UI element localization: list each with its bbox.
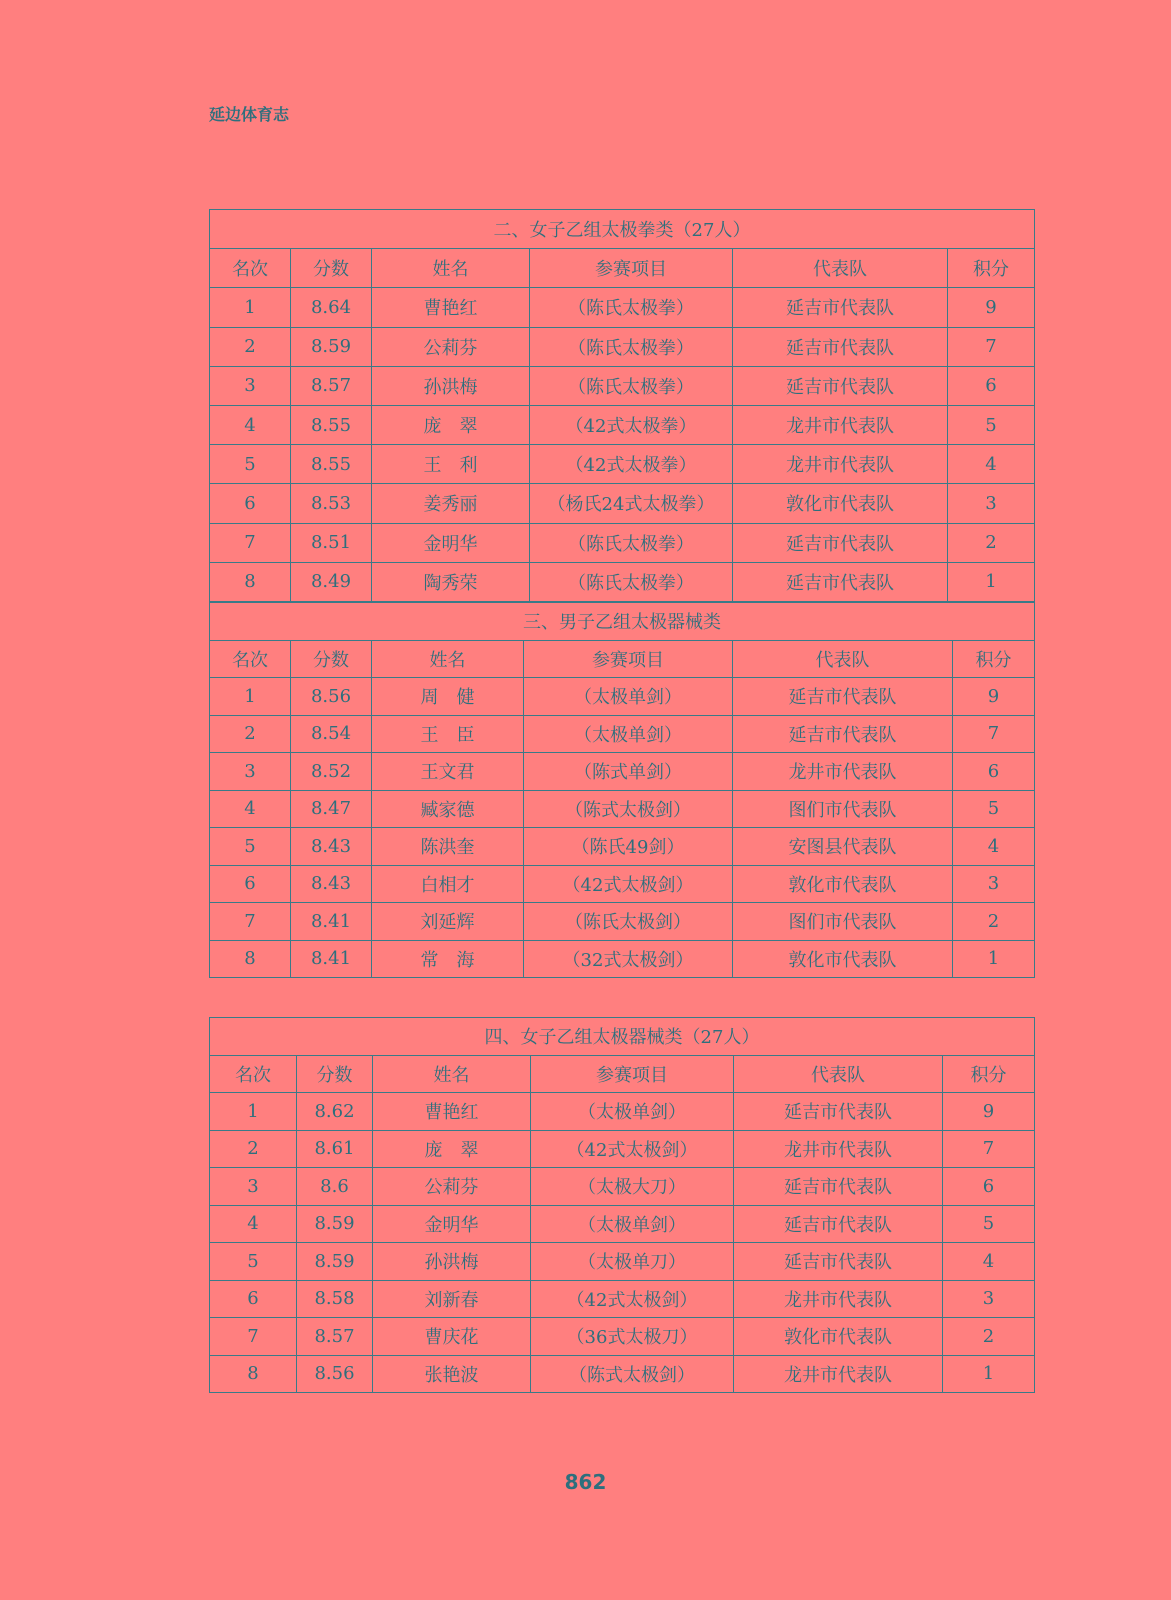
table-title-row bbox=[210, 603, 1035, 641]
table-cell: 8.49 bbox=[291, 562, 372, 601]
table-cell: 5 bbox=[210, 828, 291, 866]
table-cell: 8.58 bbox=[297, 1280, 373, 1318]
table-cell: （太极大刀） bbox=[531, 1168, 734, 1206]
table-row bbox=[210, 1168, 1035, 1206]
table-cell: 8.41 bbox=[291, 903, 372, 941]
table-cell: 8 bbox=[210, 940, 291, 978]
table-cell: 7 bbox=[943, 1130, 1035, 1168]
table-header-row bbox=[210, 1055, 1035, 1093]
table-cell: 8.59 bbox=[297, 1205, 373, 1243]
table-cell: （太极单剑） bbox=[524, 715, 733, 753]
table-cell: （陈氏太极拳） bbox=[530, 562, 733, 601]
table-cell: 2 bbox=[943, 1318, 1035, 1356]
table-cell: 白相才 bbox=[372, 865, 524, 903]
column-header: 代表队 bbox=[734, 1055, 943, 1093]
table-cell: 8.52 bbox=[291, 753, 372, 791]
table-cell: 延吉市代表队 bbox=[734, 1093, 943, 1131]
table-cell: 延吉市代表队 bbox=[734, 1205, 943, 1243]
table-cell: 张艳波 bbox=[373, 1355, 531, 1393]
table-cell: 曹艳红 bbox=[372, 288, 530, 327]
column-header: 参赛项目 bbox=[524, 640, 733, 678]
column-header: 名次 bbox=[210, 249, 291, 288]
table-cell: 4 bbox=[943, 1243, 1035, 1281]
column-header: 名次 bbox=[210, 1055, 297, 1093]
table-cell: （陈氏太极拳） bbox=[530, 327, 733, 366]
table-cell: 3 bbox=[943, 1280, 1035, 1318]
table-cell: 周 健 bbox=[372, 678, 524, 716]
table-row bbox=[210, 753, 1035, 791]
table-cell: 8.57 bbox=[291, 366, 372, 405]
table-cell: 敦化市代表队 bbox=[733, 865, 953, 903]
table-cell: 8.64 bbox=[291, 288, 372, 327]
table-cell: 8.55 bbox=[291, 445, 372, 484]
table-row bbox=[210, 288, 1035, 327]
table-cell: （36式太极刀） bbox=[531, 1318, 734, 1356]
table-cell: 龙井市代表队 bbox=[734, 1280, 943, 1318]
table-cell: 金明华 bbox=[372, 523, 530, 562]
table-cell: 2 bbox=[210, 327, 291, 366]
table-cell: （陈氏49剑） bbox=[524, 828, 733, 866]
table-row bbox=[210, 562, 1035, 601]
table-cell: （42式太极剑） bbox=[524, 865, 733, 903]
table-cell: 8.54 bbox=[291, 715, 372, 753]
table-cell: 6 bbox=[210, 484, 291, 523]
table-cell: （42式太极剑） bbox=[531, 1280, 734, 1318]
table-cell: 8.6 bbox=[297, 1168, 373, 1206]
table-cell: 安图县代表队 bbox=[733, 828, 953, 866]
table-cell: 延吉市代表队 bbox=[733, 562, 948, 601]
table-row bbox=[210, 366, 1035, 405]
table-row bbox=[210, 1205, 1035, 1243]
table-cell: 8.59 bbox=[297, 1243, 373, 1281]
table-cell: 3 bbox=[210, 366, 291, 405]
table-cell: 孙洪梅 bbox=[373, 1243, 531, 1281]
table-row bbox=[210, 715, 1035, 753]
table-cell: 8.56 bbox=[291, 678, 372, 716]
table-cell: 刘延辉 bbox=[372, 903, 524, 941]
table-cell: 1 bbox=[210, 1093, 297, 1131]
table-cell: 8.61 bbox=[297, 1130, 373, 1168]
table-cell: （太极单剑） bbox=[531, 1205, 734, 1243]
table-cell: 8 bbox=[210, 1355, 297, 1393]
table-title: 四、女子乙组太极器械类（27人） bbox=[210, 1018, 1035, 1056]
table-row bbox=[210, 523, 1035, 562]
column-header: 代表队 bbox=[733, 640, 953, 678]
table-cell: 9 bbox=[943, 1093, 1035, 1131]
column-header: 分数 bbox=[291, 249, 372, 288]
table-header-row bbox=[210, 249, 1035, 288]
table-cell: 3 bbox=[953, 865, 1035, 903]
table-women-b-taiji-weapons bbox=[209, 1017, 1035, 1393]
table-cell: 6 bbox=[210, 865, 291, 903]
column-header: 分数 bbox=[297, 1055, 373, 1093]
table-row bbox=[210, 678, 1035, 716]
table-row bbox=[210, 405, 1035, 444]
table-row bbox=[210, 1243, 1035, 1281]
table-row bbox=[210, 1355, 1035, 1393]
column-header: 参赛项目 bbox=[531, 1055, 734, 1093]
table-cell: 庞 翠 bbox=[372, 405, 530, 444]
table-title-row bbox=[210, 210, 1035, 249]
table-row bbox=[210, 903, 1035, 941]
table-row bbox=[210, 1093, 1035, 1131]
table-row bbox=[210, 445, 1035, 484]
table-cell: 6 bbox=[953, 753, 1035, 791]
table-cell: 9 bbox=[953, 678, 1035, 716]
table-cell: 8.47 bbox=[291, 790, 372, 828]
table-cell: 4 bbox=[210, 790, 291, 828]
table-cell: 2 bbox=[210, 1130, 297, 1168]
table-row bbox=[210, 865, 1035, 903]
table-cell: 王文君 bbox=[372, 753, 524, 791]
table-cell: 8.62 bbox=[297, 1093, 373, 1131]
table-cell: 1 bbox=[210, 288, 291, 327]
table-row bbox=[210, 790, 1035, 828]
table-cell: （杨氏24式太极拳） bbox=[530, 484, 733, 523]
table-row bbox=[210, 828, 1035, 866]
table-cell: 6 bbox=[948, 366, 1035, 405]
table-cell: 延吉市代表队 bbox=[734, 1168, 943, 1206]
table-cell: 3 bbox=[210, 1168, 297, 1206]
column-header: 姓名 bbox=[372, 249, 530, 288]
table-cell: 龙井市代表队 bbox=[733, 753, 953, 791]
table-cell: 图们市代表队 bbox=[733, 790, 953, 828]
table-cell: 公莉芬 bbox=[372, 327, 530, 366]
table-cell: 陈洪奎 bbox=[372, 828, 524, 866]
table-cell: （太极单剑） bbox=[531, 1093, 734, 1131]
table-cell: 图们市代表队 bbox=[733, 903, 953, 941]
table-cell: 公莉芬 bbox=[373, 1168, 531, 1206]
table-cell: 金明华 bbox=[373, 1205, 531, 1243]
table-row bbox=[210, 1130, 1035, 1168]
table-cell: 王 利 bbox=[372, 445, 530, 484]
table-cell: 3 bbox=[948, 484, 1035, 523]
table-cell: 2 bbox=[948, 523, 1035, 562]
table-cell: 7 bbox=[210, 903, 291, 941]
table-cell: 2 bbox=[953, 903, 1035, 941]
table-cell: （陈式太极剑） bbox=[531, 1355, 734, 1393]
table-cell: 延吉市代表队 bbox=[733, 678, 953, 716]
table-cell: （陈氏太极拳） bbox=[530, 288, 733, 327]
table-cell: 常 海 bbox=[372, 940, 524, 978]
table-header-row bbox=[210, 640, 1035, 678]
column-header: 名次 bbox=[210, 640, 291, 678]
table-cell: 龙井市代表队 bbox=[734, 1130, 943, 1168]
table-title-row bbox=[210, 1018, 1035, 1056]
column-header: 代表队 bbox=[733, 249, 948, 288]
table-cell: 8.53 bbox=[291, 484, 372, 523]
table-cell: 8.56 bbox=[297, 1355, 373, 1393]
column-header: 参赛项目 bbox=[530, 249, 733, 288]
table-cell: 刘新春 bbox=[373, 1280, 531, 1318]
table-cell: 4 bbox=[948, 445, 1035, 484]
table-title: 二、女子乙组太极拳类（27人） bbox=[210, 210, 1035, 249]
table-cell: （42式太极剑） bbox=[531, 1130, 734, 1168]
column-header: 积分 bbox=[948, 249, 1035, 288]
table-cell: 庞 翠 bbox=[373, 1130, 531, 1168]
table-cell: 3 bbox=[210, 753, 291, 791]
table-cell: （太极单剑） bbox=[524, 678, 733, 716]
table-cell: 2 bbox=[210, 715, 291, 753]
table-cell: 7 bbox=[948, 327, 1035, 366]
table-cell: 8.43 bbox=[291, 865, 372, 903]
table-cell: （陈氏太极拳） bbox=[530, 366, 733, 405]
table-cell: 4 bbox=[210, 1205, 297, 1243]
table-cell: 延吉市代表队 bbox=[733, 327, 948, 366]
table-cell: 8.41 bbox=[291, 940, 372, 978]
table-cell: 1 bbox=[948, 562, 1035, 601]
table-cell: 敦化市代表队 bbox=[734, 1318, 943, 1356]
table-cell: 6 bbox=[210, 1280, 297, 1318]
table-cell: 5 bbox=[953, 790, 1035, 828]
table-cell: 敦化市代表队 bbox=[733, 484, 948, 523]
column-header: 姓名 bbox=[373, 1055, 531, 1093]
table-cell: （32式太极剑） bbox=[524, 940, 733, 978]
table-cell: 8.57 bbox=[297, 1318, 373, 1356]
table-cell: 龙井市代表队 bbox=[733, 405, 948, 444]
table-cell: 臧家德 bbox=[372, 790, 524, 828]
table-cell: 姜秀丽 bbox=[372, 484, 530, 523]
book-title-header: 延边体育志 bbox=[209, 105, 290, 124]
table-cell: 延吉市代表队 bbox=[733, 715, 953, 753]
table-cell: 8.59 bbox=[291, 327, 372, 366]
table-cell: 延吉市代表队 bbox=[733, 288, 948, 327]
column-header: 分数 bbox=[291, 640, 372, 678]
table-cell: 延吉市代表队 bbox=[733, 366, 948, 405]
table-cell: 5 bbox=[948, 405, 1035, 444]
page-number: 862 bbox=[564, 1470, 607, 1494]
table-cell: 6 bbox=[943, 1168, 1035, 1206]
table-title: 三、男子乙组太极器械类 bbox=[210, 603, 1035, 641]
table-men-b-taiji-weapons bbox=[209, 602, 1035, 978]
table-cell: 8.55 bbox=[291, 405, 372, 444]
table-cell: 8.43 bbox=[291, 828, 372, 866]
table-cell: 延吉市代表队 bbox=[733, 523, 948, 562]
column-header: 积分 bbox=[943, 1055, 1035, 1093]
table-cell: 8 bbox=[210, 562, 291, 601]
table-cell: 5 bbox=[943, 1205, 1035, 1243]
table-row bbox=[210, 327, 1035, 366]
column-header: 姓名 bbox=[372, 640, 524, 678]
table-cell: 4 bbox=[210, 405, 291, 444]
table-cell: 5 bbox=[210, 1243, 297, 1281]
table-row bbox=[210, 940, 1035, 978]
table-cell: 9 bbox=[948, 288, 1035, 327]
table-cell: 曹艳红 bbox=[373, 1093, 531, 1131]
table-cell: 1 bbox=[953, 940, 1035, 978]
table-cell: （陈式单剑） bbox=[524, 753, 733, 791]
table-cell: 7 bbox=[210, 1318, 297, 1356]
table-row bbox=[210, 1318, 1035, 1356]
table-cell: 1 bbox=[210, 678, 291, 716]
table-cell: 龙井市代表队 bbox=[734, 1355, 943, 1393]
table-cell: （42式太极拳） bbox=[530, 445, 733, 484]
table-cell: （太极单刀） bbox=[531, 1243, 734, 1281]
column-header: 积分 bbox=[953, 640, 1035, 678]
table-cell: 7 bbox=[210, 523, 291, 562]
table-cell: 8.51 bbox=[291, 523, 372, 562]
table-cell: 延吉市代表队 bbox=[734, 1243, 943, 1281]
table-women-b-taiji-fist bbox=[209, 209, 1035, 602]
table-cell: 龙井市代表队 bbox=[733, 445, 948, 484]
table-cell: 敦化市代表队 bbox=[733, 940, 953, 978]
table-cell: （陈氏太极拳） bbox=[530, 523, 733, 562]
table-cell: （42式太极拳） bbox=[530, 405, 733, 444]
table-cell: 4 bbox=[953, 828, 1035, 866]
table-cell: （陈式太极剑） bbox=[524, 790, 733, 828]
table-cell: 孙洪梅 bbox=[372, 366, 530, 405]
table-cell: 7 bbox=[953, 715, 1035, 753]
table-cell: 5 bbox=[210, 445, 291, 484]
table-cell: 曹庆花 bbox=[373, 1318, 531, 1356]
table-cell: 陶秀荣 bbox=[372, 562, 530, 601]
table-cell: 1 bbox=[943, 1355, 1035, 1393]
table-cell: 王 臣 bbox=[372, 715, 524, 753]
table-cell: （陈氏太极剑） bbox=[524, 903, 733, 941]
table-row bbox=[210, 1280, 1035, 1318]
table-row bbox=[210, 484, 1035, 523]
